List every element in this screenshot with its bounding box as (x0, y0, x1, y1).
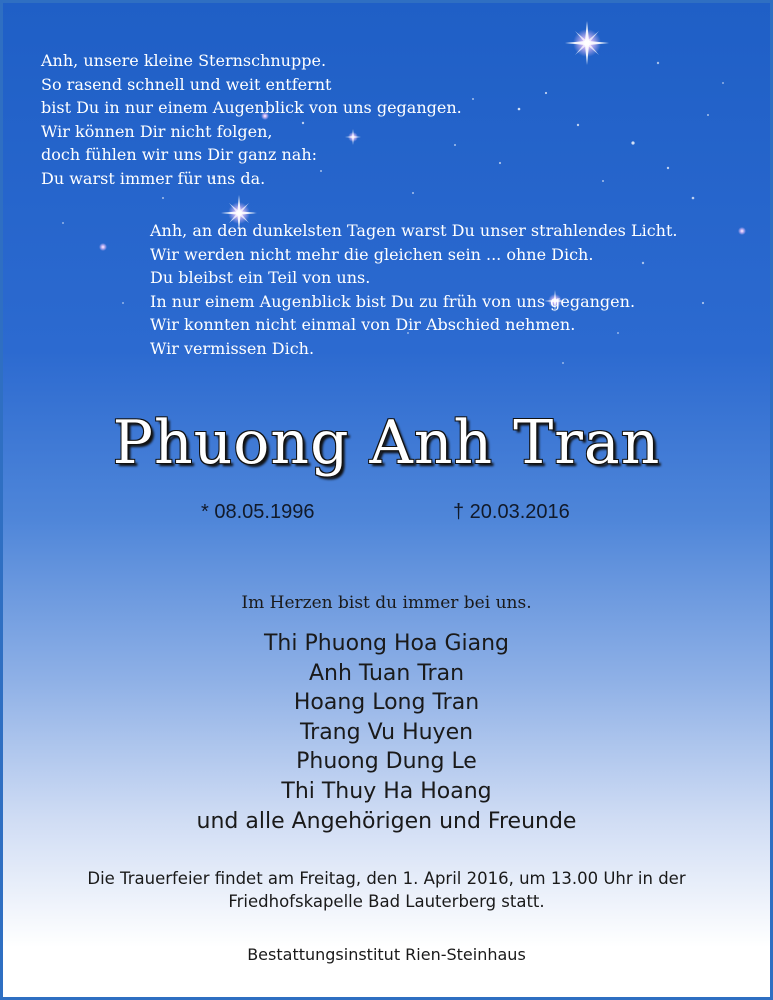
birth-date: * 08.05.1996 (201, 501, 315, 523)
sparkle-star-icon (565, 21, 609, 65)
poem-line: bist Du in nur einem Augenblick von uns gegangen. (41, 98, 462, 117)
mourner-name: Phuong Dung Le (296, 749, 477, 775)
poem-line: So rasend schnell und weit entfernt (41, 74, 332, 94)
poem-line: doch fühlen wir uns Dir ganz nah: (41, 145, 318, 164)
mourner-name: Trang Vu Huyen (299, 719, 474, 745)
poem-line: In nur einem Augenblick bist Du zu früh von uns gegangen. (150, 291, 636, 311)
poem-line: Wir konnten nicht einmal von Dir Abschied nehmen. (150, 315, 576, 334)
mourner-name: Hoang Long Tran (293, 690, 480, 716)
sparkle-star-icon (738, 227, 746, 235)
service-line: Die Trauerfeier findet am Freitag, den 1. April 2016, um 13.00 Uhr in der (87, 869, 686, 888)
poem-line: Du warst immer für uns da. (41, 168, 266, 188)
poem-line: Anh, unsere kleine Sternschnuppe. (41, 51, 327, 70)
poem-verse-1 (41, 49, 462, 190)
mourner-name: Thi Phuong Hoa Giang (263, 631, 510, 656)
deceased-name: Phuong Anh Tran (112, 408, 661, 478)
death-date: † 20.03.2016 (453, 501, 570, 523)
mourner-name: und alle Angehörigen und Freunde (196, 808, 577, 834)
mourner-name: Thi Thuy Ha Hoang (281, 778, 492, 804)
poem-line: Wir werden nicht mehr die gleichen sein ... ohne Dich. (150, 244, 594, 264)
service-line: Friedhofskapelle Bad Lauterberg statt. (228, 892, 545, 911)
poem-verse-2 (150, 219, 677, 360)
mourner-name: Anh Tuan Tran (308, 660, 465, 686)
funeral-home: Bestattungsinstitut Rien-Steinhaus (247, 945, 526, 964)
poem-line: Du bleibst ein Teil von uns. (150, 268, 371, 287)
funeral-service-info (3, 867, 770, 913)
poem-line: Wir vermissen Dich. (150, 338, 315, 358)
sparkle-star-icon (99, 243, 107, 251)
poem-line: Anh, an den dunkelsten Tagen warst Du unser strahlendes Licht. (150, 221, 678, 240)
mourners-list (3, 629, 770, 836)
motto: Im Herzen bist du immer bei uns. (241, 593, 532, 613)
poem-line: Wir können Dir nicht folgen, (41, 121, 273, 141)
